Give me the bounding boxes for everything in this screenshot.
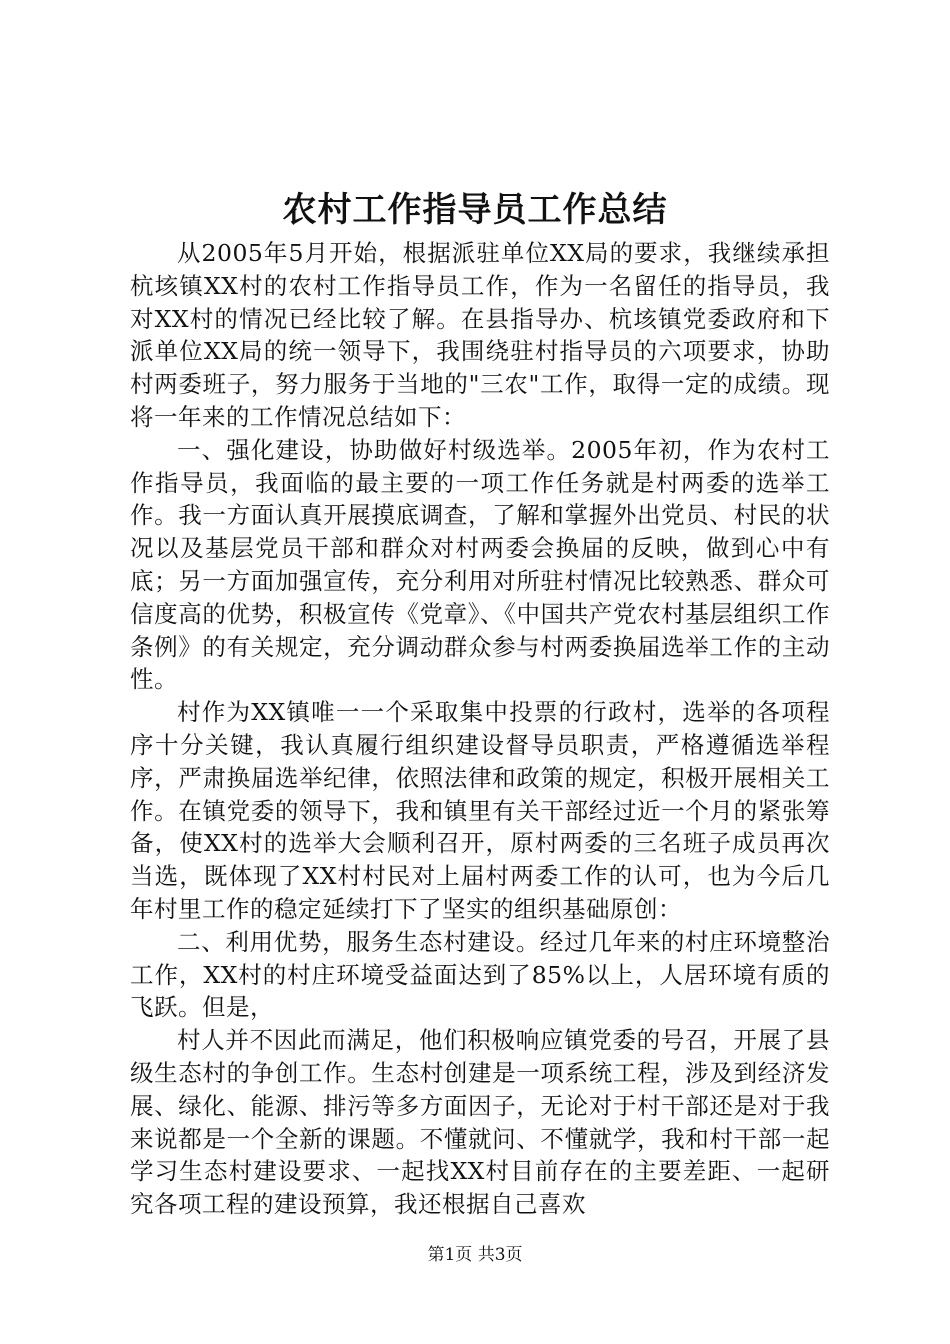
page-number-footer: 第1页 共3页	[427, 1245, 523, 1265]
document-title: 农村工作指导员工作总结	[282, 190, 668, 230]
paragraph-ecology: 二、利用优势，服务生态村建设。经过几年来的村庄环境整治工作，XX村的村庄环境受益面达到了85%以上，人居环境有质的飞跃。但是，	[130, 927, 830, 1022]
paragraph-ecology-work: 村人并不因此而满足，他们积极响应镇党委的号召，开展了县级生态村的争创工作。生态村创建是一项系统工程，涉及到经济发展、绿化、能源、排污等多方面因子，无论对于村干部还是对于我来说都是一个全新的课题。不懂就问、不懂就学，我和村干部一起学习生态村建设要求、一起找XX村目前存在的主要差距、一起研究各项工程的建设预算，我还根据自己喜欢	[130, 1026, 830, 1219]
paragraph-election-process: 村作为XX镇唯一一个采取集中投票的行政村，选举的各项程序十分关键，我认真履行组织建设督导员职责，严格遵循选举程序，严肃换届选举纪律，依照法律和政策的规定，积极开展相关工作。在镇党委的领导下，我和镇里有关干部经过近一个月的紧张筹备，使XX村的选举大会顺利召开，原村两委的三名班子成员再次当选，既体现了XX村村民对上届村两委工作的认可，也为今后几年村里工作的稳定延续打下了坚实的组织基础原创：	[130, 698, 830, 923]
paragraph-election: 一、强化建设，协助做好村级选举。2005年初，作为农村工作指导员，我面临的最主要的一项工作任务就是村两委的选举工作。我一方面认真开展摸底调查，了解和掌握外出党员、村民的状况以及基层党员干部和群众对村两委会换届的反映，做到心中有底；另一方面加强宣传，充分利用对所驻村情况比较熟悉、群众可信度高的优势，积极宣传《党章》、《中国共产党农村基层组织工作条例》的有关规定，充分调动群众参与村两委换届选举工作的主动性。	[130, 435, 830, 694]
document-body	[130, 237, 830, 1221]
paragraph-intro: 从2005年5月开始，根据派驻单位XX局的要求，我继续承担杭垓镇XX村的农村工作指导员工作，作为一名留任的指导员，我对XX村的情况已经比较了解。在县指导办、杭垓镇党委政府和下派单位XX局的统一领导下，我围绕驻村指导员的六项要求，协助村两委班子，努力服务于当地的"三农"工作，取得一定的成绩。现将一年来的工作情况总结如下：	[130, 239, 830, 431]
